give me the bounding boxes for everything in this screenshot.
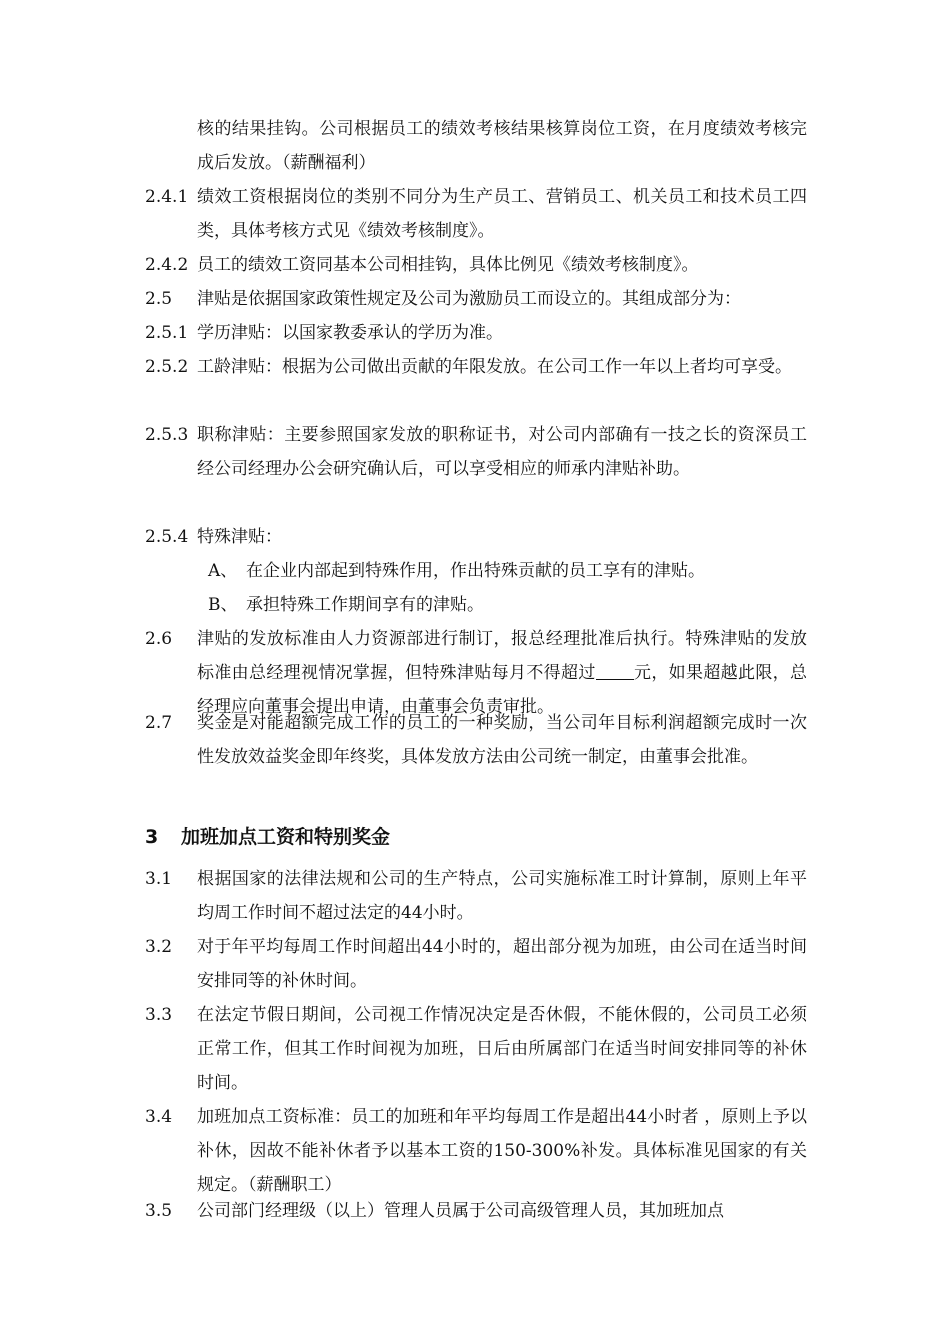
heading-number: 3 bbox=[145, 826, 159, 848]
section-text: 公司部门经理级（以上）管理人员属于公司高级管理人员，其加班加点 bbox=[197, 1201, 724, 1221]
section-text-part-a: 津贴的发放标准由人力资源部进行制订，报总经理批准后执行。特殊津贴的发放标准由总经理视情况掌握，但特殊津贴每月不得超过 bbox=[197, 629, 807, 683]
section-number: 3.2 bbox=[145, 937, 173, 957]
section-3-5 bbox=[145, 1194, 807, 1228]
section-text: 特殊津贴： bbox=[197, 527, 282, 547]
section-2-5 bbox=[145, 282, 807, 316]
section-number: 2.5.4 bbox=[145, 527, 189, 547]
section-3-4 bbox=[145, 1100, 807, 1202]
section-number: 2.4.1 bbox=[145, 187, 189, 207]
sub-item-label: B、 bbox=[208, 595, 238, 615]
sub-item-text: 在企业内部起到特殊作用，作出特殊贡献的员工享有的津贴。 bbox=[246, 561, 705, 581]
section-number: 2.5.1 bbox=[145, 323, 189, 343]
section-text: 根据国家的法律法规和公司的生产特点，公司实施标准工时计算制，原则上年平均周工作时间不超过法定的44小时。 bbox=[197, 869, 807, 923]
section-3-2 bbox=[145, 930, 807, 998]
section-text: 员工的绩效工资同基本公司相挂钩，具体比例见《绩效考核制度》。 bbox=[197, 255, 699, 275]
section-text: 学历津贴：以国家教委承认的学历为准。 bbox=[197, 323, 503, 343]
section-text-part-b: 元，如果超越此限，总经理应向董事会提出申请，由董事会负责审批。 bbox=[197, 663, 808, 717]
section-text: 在法定节假日期间，公司视工作情况决定是否休假，不能休假的，公司员工必须正常工作，但其工作时间视为加班，日后由所属部门在适当时间安排同等的补休时间。 bbox=[197, 1005, 807, 1093]
section-2-5-4 bbox=[145, 520, 807, 554]
section-2-7 bbox=[145, 706, 807, 774]
section-2-5-2 bbox=[145, 350, 807, 384]
section-number: 2.6 bbox=[145, 629, 173, 649]
section-number: 3.4 bbox=[145, 1107, 173, 1127]
section-number: 3.5 bbox=[145, 1201, 173, 1221]
section-text: 对于年平均每周工作时间超出44小时的，超出部分视为加班，由公司在适当时间安排同等的补休时间。 bbox=[197, 937, 807, 991]
section-3-3 bbox=[145, 998, 807, 1100]
section-text: 加班加点工资标准：员工的加班和年平均每周工作是超出44小时者 ，原则上予以补休，因故不能补休者予以基本工资的150-300%补发。具体标准见国家的有关规定。（薪酬职工） bbox=[197, 1107, 807, 1195]
section-number: 2.4.2 bbox=[145, 255, 189, 275]
section-number: 2.5.2 bbox=[145, 357, 189, 377]
section-2-5-1 bbox=[145, 316, 807, 350]
sub-item-text: 承担特殊工作期间享有的津贴。 bbox=[246, 595, 484, 615]
sub-item-b bbox=[208, 588, 484, 622]
section-2-4-1 bbox=[145, 180, 807, 248]
section-2-5-3 bbox=[145, 418, 807, 486]
section-text: 津贴是依据国家政策性规定及公司为激励员工而设立的。其组成部分为： bbox=[197, 289, 741, 309]
section-heading-3 bbox=[145, 820, 390, 854]
section-number: 3.1 bbox=[145, 869, 173, 889]
section-2-4-2 bbox=[145, 248, 807, 282]
section-number: 3.3 bbox=[145, 1005, 173, 1025]
section-number: 2.5 bbox=[145, 289, 173, 309]
continuation-paragraph: 核的结果挂钩。公司根据员工的绩效考核结果核算岗位工资，在月度绩效考核完成后发放。（薪酬福利） bbox=[197, 119, 807, 173]
fill-in-blank bbox=[596, 661, 634, 680]
heading-title: 加班加点工资和特别奖金 bbox=[181, 826, 391, 848]
section-3-1 bbox=[145, 862, 807, 930]
section-text: 绩效工资根据岗位的类别不同分为生产员工、营销员工、机关员工和技术员工四类，具体考核方式见《绩效考核制度》。 bbox=[197, 187, 807, 241]
section-text: 工龄津贴：根据为公司做出贡献的年限发放。在公司工作一年以上者均可享受。 bbox=[197, 357, 792, 377]
sub-item-label: A、 bbox=[208, 561, 238, 581]
section-number: 2.5.3 bbox=[145, 425, 189, 445]
sub-item-a bbox=[208, 554, 705, 588]
section-text: 奖金是对能超额完成工作的员工的一种奖励，当公司年目标利润超额完成时一次性发放效益奖金即年终奖，具体发放方法由公司统一制定，由董事会批准。 bbox=[197, 713, 807, 767]
section-number: 2.7 bbox=[145, 713, 173, 733]
section-text: 职称津贴：主要参照国家发放的职称证书，对公司内部确有一技之长的资深员工经公司经理办公会研究确认后，可以享受相应的师承内津贴补助。 bbox=[197, 425, 807, 479]
